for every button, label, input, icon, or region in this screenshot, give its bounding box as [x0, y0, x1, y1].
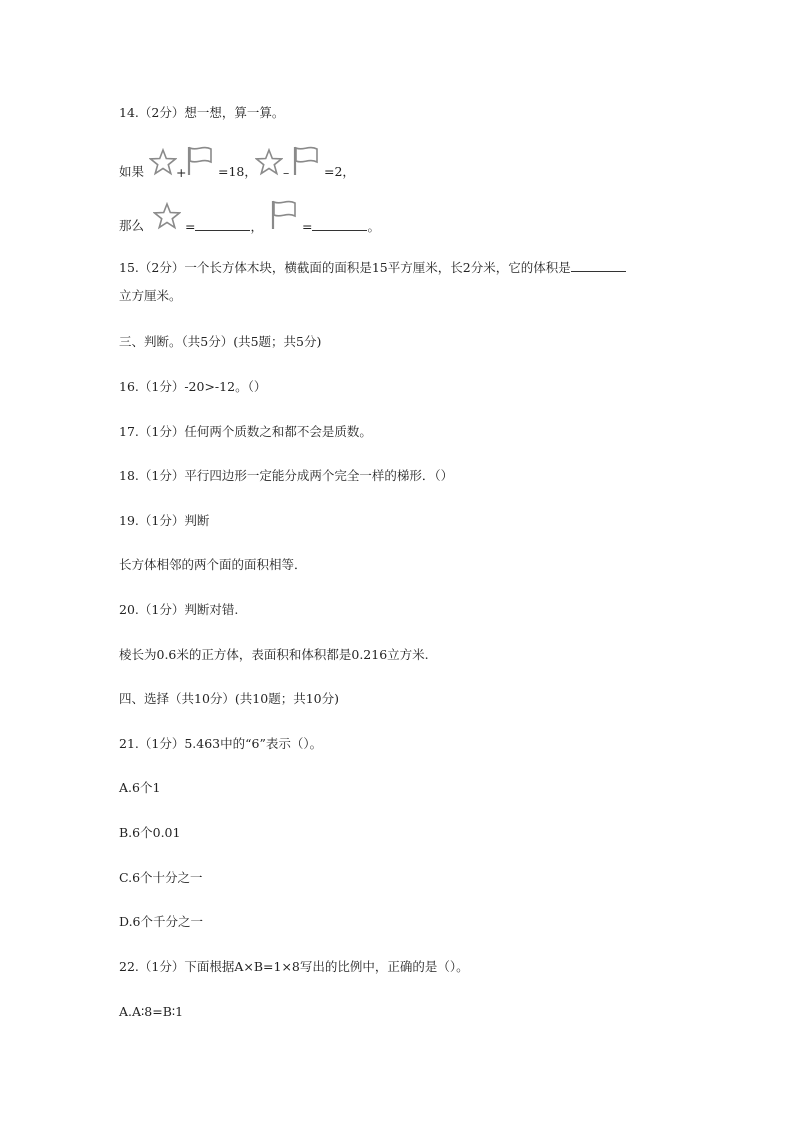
star-icon: [153, 202, 181, 230]
q14-header: 14.（2分）想一想，算一算。: [119, 105, 285, 120]
q14-eq-a: =: [185, 219, 196, 234]
q19-body: 长方体相邻的两个面的面积相等．: [119, 557, 307, 572]
section-4-heading: 四、选择（共10分）(共10题；共10分): [119, 691, 339, 706]
q22-header: 22.（1分）下面根据A×B=1×8写出的比例中，正确的是（）。: [119, 959, 469, 974]
q14-answer-star: [185, 218, 263, 235]
flag-icon: [291, 145, 323, 177]
section-3-heading: 三、判断。（共5分）(共5题；共5分): [119, 334, 322, 349]
q14-plus-sign: +: [176, 165, 187, 180]
q21-option-d[interactable]: D.6个千分之一: [119, 914, 204, 929]
q16-text: 16.（1分）-20>-12。（）: [119, 379, 267, 394]
q15-line-1: [119, 259, 626, 276]
answer-blank[interactable]: [571, 259, 626, 272]
star-icon: [149, 148, 177, 176]
q21-header: 21.（1分）5.463中的“6”表示（）。: [119, 736, 323, 751]
q20-header: 20.（1分）判断对错.: [119, 602, 239, 617]
q14-minus-sign: –: [283, 165, 290, 180]
q14-eq-2: =2，: [324, 164, 355, 179]
answer-blank[interactable]: [195, 218, 250, 231]
q22-option-a[interactable]: A.A∶8=B∶1: [119, 1004, 184, 1019]
q14-end: 。: [367, 219, 380, 234]
q14-eq-18: =18，: [218, 164, 257, 179]
flag-icon: [185, 145, 217, 177]
q14-eq-b: =: [302, 219, 313, 234]
star-icon: [255, 148, 283, 176]
q20-body: 棱长为0.6米的正方体，表面积和体积都是0.216立方米.: [119, 647, 429, 662]
q15-text: 15.（2分）一个长方体木块，横截面的面积是15平方厘米，长2分米，它的体积是: [119, 260, 571, 275]
q14-separator: ，: [250, 219, 263, 234]
q15-line-2: 立方厘米。: [119, 288, 182, 303]
q21-option-b[interactable]: B.6个0.01: [119, 825, 181, 840]
q19-header: 19.（1分）判断: [119, 513, 210, 528]
q21-option-c[interactable]: C.6个十分之一: [119, 870, 203, 885]
q14-prefix-if: 如果: [119, 164, 145, 179]
flag-icon: [269, 199, 301, 231]
q14-answer-flag: [302, 218, 380, 235]
answer-blank[interactable]: [312, 218, 367, 231]
q17-text: 17.（1分）任何两个质数之和都不会是质数。: [119, 424, 372, 439]
q14-prefix-then: 那么: [119, 218, 145, 233]
q21-option-a[interactable]: A.6个1: [119, 780, 161, 795]
q18-text: 18.（1分）平行四边形一定能分成两个完全一样的梯形．（）: [119, 468, 454, 483]
